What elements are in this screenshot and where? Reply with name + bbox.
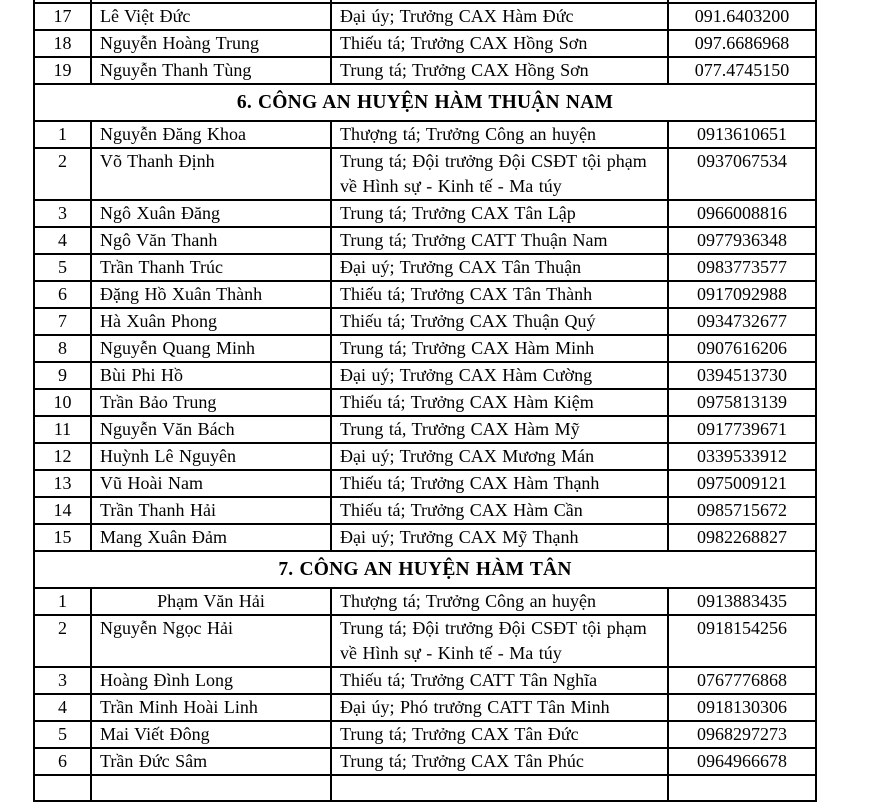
phone-cell: 0917739671 [668, 416, 816, 443]
name-cell: Nguyễn Ngọc Hải [91, 615, 331, 667]
position-cell: Thiếu tá; Trưởng CATT Tân Nghĩa [331, 667, 668, 694]
phone-cell: 0917092988 [668, 281, 816, 308]
position-cell: Trung tá, Trưởng CAX Hàm Mỹ [331, 416, 668, 443]
stt-cell: 1 [34, 588, 91, 615]
table-row [34, 748, 816, 775]
empty-cell [668, 775, 816, 801]
stt-cell: 1 [34, 121, 91, 148]
phone-cell: 0985715672 [668, 497, 816, 524]
name-cell: Ngô Xuân Đăng [91, 200, 331, 227]
phone-cell: 0977936348 [668, 227, 816, 254]
phone-cell: 0975813139 [668, 389, 816, 416]
position-cell: Trung tá; Đội trưởng Đội CSĐT tội phạm về Hình sự - Kinh tế - Ma túy [331, 148, 668, 200]
phone-cell: 091.6403200 [668, 3, 816, 30]
position-cell: Trung tá; Đội trưởng Đội CSĐT tội phạm về Hình sự - Kinh tế - Ma túy [331, 615, 668, 667]
name-cell: Trần Thanh Trúc [91, 254, 331, 281]
phone-cell: 0975009121 [668, 470, 816, 497]
cut-off-row [34, 775, 816, 801]
position-cell: Đại uý; Trưởng CAX Tân Thuận [331, 254, 668, 281]
section-header-row [34, 551, 816, 588]
phone-cell: 0913610651 [668, 121, 816, 148]
table-row [34, 254, 816, 281]
stt-cell: 3 [34, 200, 91, 227]
stt-cell: 2 [34, 615, 91, 667]
position-cell: Đại uý; Trưởng CAX Mương Mán [331, 443, 668, 470]
position-cell: Đại uý; Trưởng CAX Mỹ Thạnh [331, 524, 668, 551]
phone-cell: 0983773577 [668, 254, 816, 281]
stt-cell: 3 [34, 667, 91, 694]
stt-cell: 12 [34, 443, 91, 470]
table-row [34, 667, 816, 694]
contact-table-wrap [33, 0, 817, 802]
name-cell: Bùi Phi Hồ [91, 362, 331, 389]
phone-cell: 0968297273 [668, 721, 816, 748]
name-cell: Ngô Văn Thanh [91, 227, 331, 254]
table-row [34, 200, 816, 227]
contact-table [33, 0, 817, 802]
section-title: 6. CÔNG AN HUYỆN HÀM THUẬN NAM [34, 84, 816, 121]
name-cell: Trần Thanh Hải [91, 497, 331, 524]
empty-cell [91, 775, 331, 801]
phone-cell: 0934732677 [668, 308, 816, 335]
name-cell: Đặng Hồ Xuân Thành [91, 281, 331, 308]
table-row [34, 30, 816, 57]
name-cell: Trần Minh Hoài Linh [91, 694, 331, 721]
name-cell: Nguyễn Đăng Khoa [91, 121, 331, 148]
phone-cell: 077.4745150 [668, 57, 816, 84]
stt-cell: 5 [34, 254, 91, 281]
position-cell: Thiếu tá; Trưởng CAX Hàm Kiệm [331, 389, 668, 416]
table-row [34, 3, 816, 30]
table-row [34, 335, 816, 362]
stt-cell: 14 [34, 497, 91, 524]
position-cell: Trung tá; Trưởng CAX Hồng Sơn [331, 57, 668, 84]
stt-cell: 17 [34, 3, 91, 30]
table-row [34, 308, 816, 335]
position-cell: Đại uý; Trưởng CAX Hàm Cường [331, 362, 668, 389]
stt-cell: 4 [34, 227, 91, 254]
stt-cell: 19 [34, 57, 91, 84]
position-cell: Trung tá; Trưởng CAX Tân Đức [331, 721, 668, 748]
phone-cell: 0394513730 [668, 362, 816, 389]
stt-cell: 5 [34, 721, 91, 748]
name-cell: Trần Bảo Trung [91, 389, 331, 416]
table-row [34, 281, 816, 308]
name-cell: Mang Xuân Đảm [91, 524, 331, 551]
table-row [34, 497, 816, 524]
phone-cell: 0918130306 [668, 694, 816, 721]
position-cell: Đại úy; Phó trưởng CATT Tân Minh [331, 694, 668, 721]
phone-cell: 0937067534 [668, 148, 816, 200]
table-row [34, 615, 816, 667]
name-cell: Huỳnh Lê Nguyên [91, 443, 331, 470]
table-row [34, 57, 816, 84]
stt-cell: 4 [34, 694, 91, 721]
stt-cell: 2 [34, 148, 91, 200]
phone-cell: 097.6686968 [668, 30, 816, 57]
phone-cell: 0767776868 [668, 667, 816, 694]
stt-cell: 6 [34, 748, 91, 775]
stt-cell: 11 [34, 416, 91, 443]
position-cell: Thượng tá; Trưởng Công an huyện [331, 121, 668, 148]
name-cell: Hà Xuân Phong [91, 308, 331, 335]
phone-cell: 0982268827 [668, 524, 816, 551]
position-cell: Đại úy; Trưởng CAX Hàm Đức [331, 3, 668, 30]
table-row [34, 227, 816, 254]
phone-cell: 0907616206 [668, 335, 816, 362]
stt-cell: 7 [34, 308, 91, 335]
name-cell: Vũ Hoài Nam [91, 470, 331, 497]
table-row [34, 148, 816, 200]
stt-cell: 18 [34, 30, 91, 57]
name-cell: Nguyễn Văn Bách [91, 416, 331, 443]
table-row [34, 721, 816, 748]
position-cell: Trung tá; Trưởng CAX Hàm Minh [331, 335, 668, 362]
position-cell: Trung tá; Trưởng CAX Tân Lập [331, 200, 668, 227]
position-cell: Thiếu tá; Trưởng CAX Tân Thành [331, 281, 668, 308]
position-cell: Thiếu tá; Trưởng CAX Hồng Sơn [331, 30, 668, 57]
phone-cell: 0913883435 [668, 588, 816, 615]
phone-cell: 0964966678 [668, 748, 816, 775]
stt-cell: 10 [34, 389, 91, 416]
table-row [34, 362, 816, 389]
stt-cell: 6 [34, 281, 91, 308]
position-cell: Thiếu tá; Trưởng CAX Thuận Quý [331, 308, 668, 335]
empty-cell [34, 775, 91, 801]
name-cell: Nguyễn Thanh Tùng [91, 57, 331, 84]
stt-cell: 8 [34, 335, 91, 362]
empty-cell [331, 775, 668, 801]
name-cell: Lê Việt Đức [91, 3, 331, 30]
table-row [34, 443, 816, 470]
phone-cell: 0966008816 [668, 200, 816, 227]
name-cell: Mai Viết Đông [91, 721, 331, 748]
table-row [34, 416, 816, 443]
phone-cell: 0339533912 [668, 443, 816, 470]
table-row [34, 470, 816, 497]
table-row [34, 588, 816, 615]
position-cell: Thượng tá; Trưởng Công an huyện [331, 588, 668, 615]
stt-cell: 15 [34, 524, 91, 551]
position-cell: Thiếu tá; Trưởng CAX Hàm Cần [331, 497, 668, 524]
contact-table-body [34, 0, 816, 801]
phone-cell: 0918154256 [668, 615, 816, 667]
table-row [34, 694, 816, 721]
position-cell: Trung tá; Trưởng CAX Tân Phúc [331, 748, 668, 775]
name-cell: Nguyễn Quang Minh [91, 335, 331, 362]
stt-cell: 9 [34, 362, 91, 389]
name-cell: Hoàng Đình Long [91, 667, 331, 694]
table-row [34, 121, 816, 148]
position-cell: Trung tá; Trưởng CATT Thuận Nam [331, 227, 668, 254]
stt-cell: 13 [34, 470, 91, 497]
name-cell: Nguyễn Hoàng Trung [91, 30, 331, 57]
name-cell: Trần Đức Sâm [91, 748, 331, 775]
section-header-row [34, 84, 816, 121]
table-row [34, 389, 816, 416]
position-cell: Thiếu tá; Trưởng CAX Hàm Thạnh [331, 470, 668, 497]
name-cell: Võ Thanh Định [91, 148, 331, 200]
name-cell: Phạm Văn Hải [91, 588, 331, 615]
section-title: 7. CÔNG AN HUYỆN HÀM TÂN [34, 551, 816, 588]
table-row [34, 524, 816, 551]
